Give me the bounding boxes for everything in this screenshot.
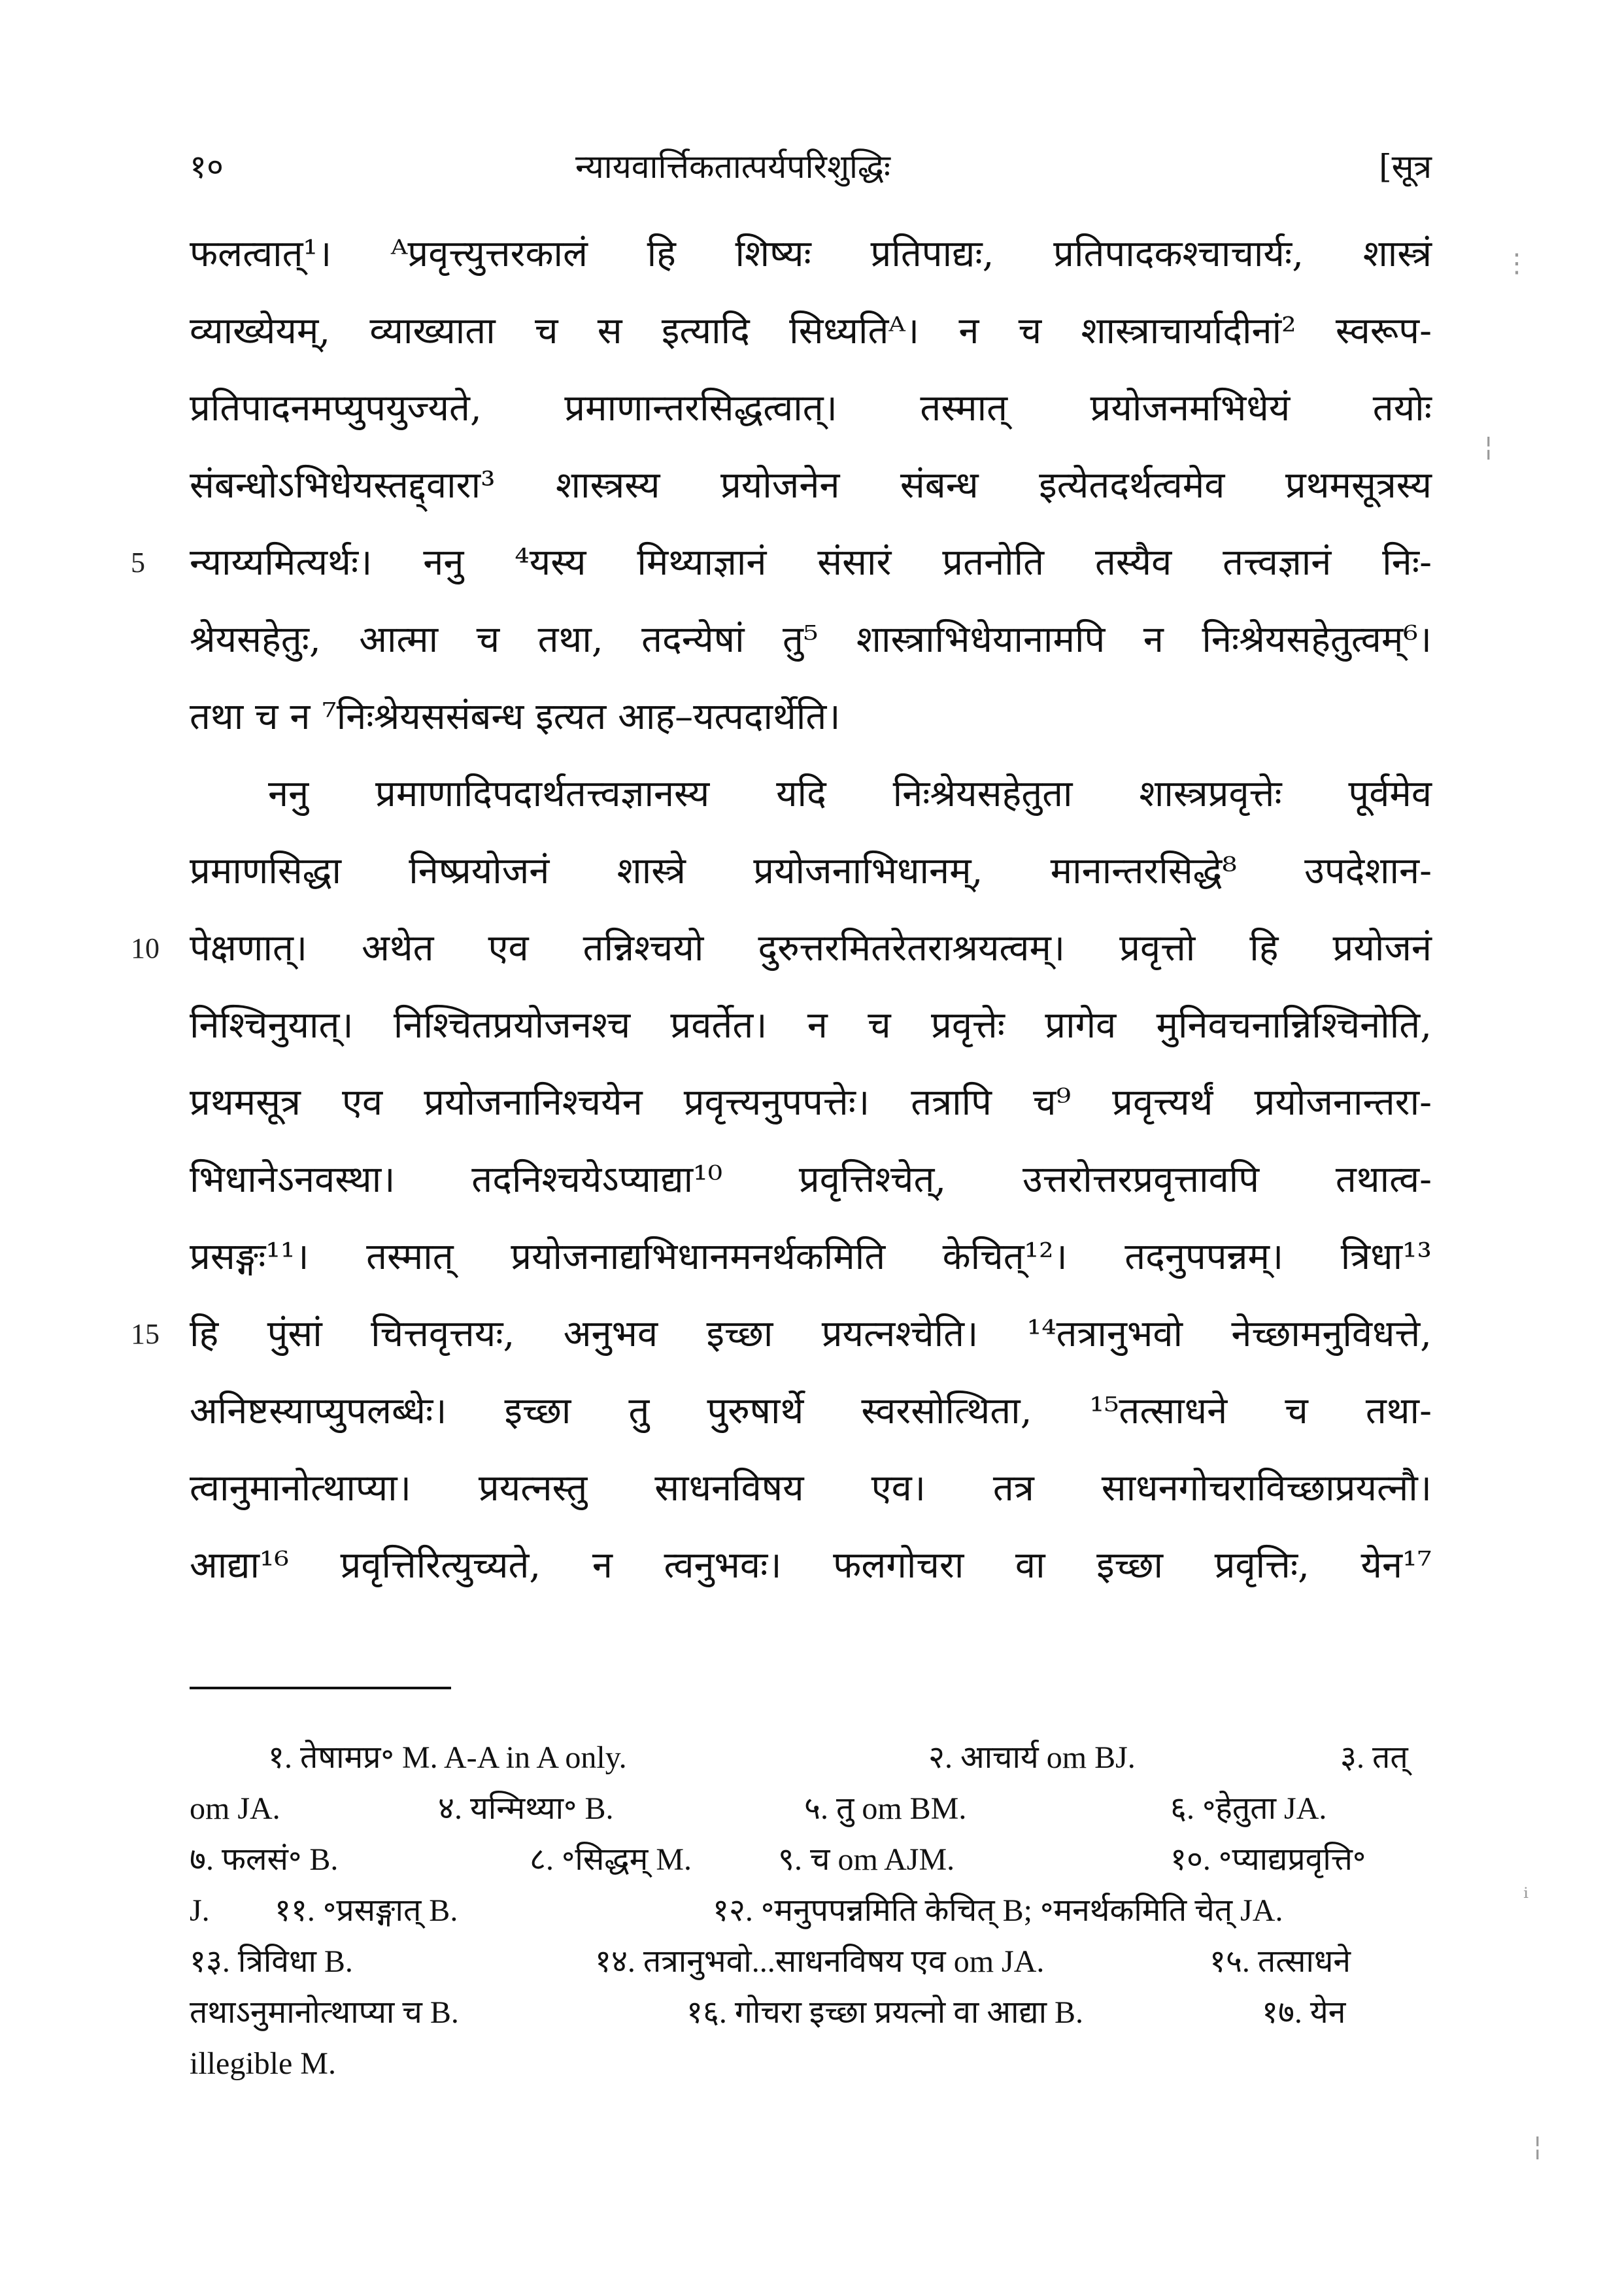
footnote-row [190,1783,1432,1834]
footnote: १२. ॰मनुपपन्नमिति केचित् B; ॰मनर्थकमिति चेत् JA. [713,1893,1283,1928]
scan-mark: ¦ [1484,431,1493,462]
footnote: ८. ॰सिद्धम् M. [530,1842,692,1877]
scan-mark: ⋮ [1504,248,1530,279]
running-header [190,137,1432,196]
text-line: अनिष्टस्याप्युपलब्धेः। इच्छा तु पुरुषार्थे स्वरसोत्थिता, ¹⁵तत्साधने च तथा- [190,1390,1432,1432]
footnote-rule [190,1687,451,1689]
footnote: १. तेषामप्र॰ M. A-A in A only. [268,1740,627,1775]
text-line: ननु प्रमाणादिपदार्थतत्त्वज्ञानस्य यदि निःश्रेयसहेतुता शास्त्रप्रवृत्तेः पूर्वमेव [268,773,1432,815]
footnote-row [190,1936,1432,1987]
line-number: 5 [131,547,145,579]
text-line: श्रेयसहेतुः, आत्मा च तथा, तदन्येषां तु⁵ शास्त्राभिधेयानामपि न निःश्रेयसहेतुत्वम्⁶। [190,618,1432,661]
footnote: १३. त्रिविधा B. [190,1944,353,1979]
footnote: illegible M. [190,2046,336,2081]
main-text [131,216,1432,1604]
scan-mark: ⁱ [1523,1883,1529,1913]
text-line: प्रमाणसिद्धा निष्प्रयोजनं शास्त्रे प्रयोजनाभिधानम्, मानान्तरसिद्धे⁸ उपदेशान- [190,850,1432,892]
text-line: तथा च न ⁷निःश्रेयससंबन्ध इत्यत आह–यत्पदार्थेति। [190,696,841,738]
text-line: संबन्धोऽभिधेयस्तद्द्वारा³ शास्त्रस्य प्रयोजनेन संबन्ध इत्येतदर्थत्वमेव प्रथमसूत्रस्य [190,464,1432,507]
text-line: 15 हि पुंसां चित्तवृत्तयः, अनुभव इच्छा प्रयत्नश्चेति। ¹⁴तत्रानुभवो नेच्छामनुविधत्ते, [190,1296,1432,1373]
footnotes [190,1732,1432,2089]
text-line: निश्चिनुयात्। निश्चितप्रयोजनश्च प्रवर्तेत। न च प्रवृत्तेः प्रागेव मुनिवचनान्निश्चिनोति, [190,1004,1432,1047]
footnote: १६. गोचरा इच्छा प्रयत्नो वा आद्या B. [686,1995,1084,2030]
footnote-row [190,1885,1432,1936]
text-line: व्याख्येयम्, व्याख्याता च स इत्यादि सिध्यतिᴬ। न च शास्त्राचार्यादीनां² स्वरूप- [190,310,1432,352]
page-number: १० [190,148,224,186]
footnote: १७. येन [1262,1995,1346,2030]
footnote-row [190,1834,1432,1885]
footnote: J. [190,1893,210,1928]
scan-mark: ¦ [1533,2131,1542,2161]
text-line: 5 न्याय्यमित्यर्थः। ननु ⁴यस्य मिथ्याज्ञानं संसारं प्रतनोति तस्यैव तत्त्वज्ञानं निः- [190,524,1432,601]
footnote: om JA. [190,1791,280,1826]
footnote: तथाऽनुमानोत्थाप्या च B. [190,1995,459,2030]
text-line: आद्या¹⁶ प्रवृत्तिरित्युच्यते, न त्वनुभवः। फलगोचरा वा इच्छा प्रवृत्तिः, येन¹⁷ [190,1544,1432,1587]
text-line: प्रसङ्गः¹¹। तस्मात् प्रयोजनाद्यभिधानमनर्थकमिति केचित्¹²। तदनुपपन्नम्। त्रिधा¹³ [190,1236,1432,1278]
footnote: ७. फलसं॰ B. [190,1842,339,1877]
footnote: ४. यन्मिथ्या॰ B. [438,1791,614,1826]
footnote: ९. च om AJM. [778,1842,955,1877]
footnote: १४. तत्रानुभवो...साधनविषय एव om JA. [595,1944,1045,1979]
running-title: न्यायवार्त्तिकतात्पर्यपरिशुद्धिः [575,148,890,186]
text-line: भिधानेऽनवस्था। तदनिश्चयेऽप्याद्या¹⁰ प्रवृत्तिश्चेत्, उत्तरोत्तरप्रवृत्तावपि तथात्व- [190,1158,1432,1201]
text-line: प्रतिपादनमप्युपयुज्यते, प्रमाणान्तरसिद्धत्वात्। तस्मात् प्रयोजनमभिधेयं तयोः [190,387,1432,430]
footnote: ३. तत् [1340,1740,1408,1775]
text-line: त्वानुमानोत्थाप्या। प्रयत्नस्तु साधनविषय एव। तत्र साधनगोचराविच्छाप्रयत्नौ। [190,1467,1432,1510]
footnote-row [190,2038,1432,2089]
line-number: 10 [131,932,160,964]
footnote: ५. तु om BM. [804,1791,967,1826]
section-label: [सूत्र [1379,148,1432,186]
footnote: २. आचार्य om BJ. [928,1740,1136,1775]
text-line: प्रथमसूत्र एव प्रयोजनानिश्चयेन प्रवृत्त्यनुपपत्तेः। तत्रापि च⁹ प्रवृत्त्यर्थं प्रयोजनान्तरा- [190,1081,1432,1124]
text-line: फलत्वात्¹। ᴬप्रवृत्त्युत्तरकालं हि शिष्यः प्रतिपाद्यः, प्रतिपादकश्चाचार्यः, शास्त्रं [190,233,1432,275]
footnote: ११. ॰प्रसङ्गात् B. [275,1893,458,1928]
footnote-row [190,1987,1432,2038]
line-number: 15 [131,1318,160,1350]
text-line: 10 पेक्षणात्। अथेत एव तन्निश्चयो दुरुत्तरमितरेतराश्रयत्वम्। प्रवृत्तो हि प्रयोजनं [190,910,1432,987]
footnote: ६. ॰हेतुता JA. [1170,1791,1327,1826]
footnote: १५. तत्साधने [1209,1944,1351,1979]
footnote-row [190,1732,1432,1783]
footnote: १०. ॰प्याद्यप्रवृत्ति॰ [1170,1842,1366,1877]
